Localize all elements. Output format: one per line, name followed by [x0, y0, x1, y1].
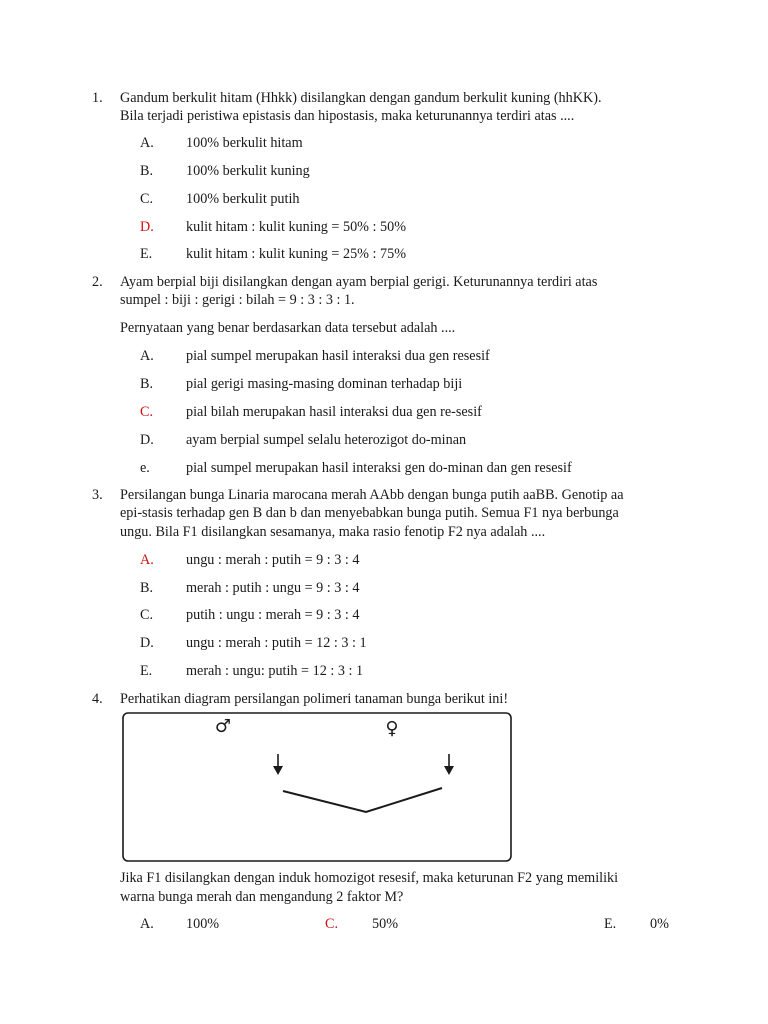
option-letter: A. — [140, 348, 154, 364]
cross-diagram — [122, 712, 512, 862]
option-text: 50% — [372, 916, 399, 932]
question-text-line: Bila terjadi peristiwa epistasis dan hipostasis, maka keturunannya terdiri atas .... — [120, 108, 575, 124]
option-letter-answer: D. — [140, 219, 154, 235]
option-letter-answer: C. — [325, 916, 339, 932]
option-letter-answer: C. — [140, 404, 154, 420]
option-letter: e. — [140, 460, 150, 476]
arrow-down-icon — [273, 754, 283, 775]
question-text-line: Ayam berpial biji disilangkan dengan ayam berpial gerigi. Keturunannya terdiri atas — [120, 274, 598, 290]
option-letter: D. — [140, 432, 154, 448]
option-text: pial sumpel merupakan hasil interaksi dua gen resesif — [186, 348, 490, 364]
option-text: 100% berkulit kuning — [186, 163, 310, 179]
option-text: 100% berkulit hitam — [186, 135, 303, 151]
option-text: ungu : merah : putih = 9 : 3 : 4 — [186, 552, 360, 568]
option-letter: E. — [604, 916, 617, 932]
question-text-line: epi-stasis terhadap gen B dan b dan menyebabkan bunga putih. Semua F1 nya berbunga — [120, 505, 619, 521]
cross-lines — [283, 788, 442, 812]
option-text: pial gerigi masing-masing dominan terhadap biji — [186, 376, 463, 392]
option-text: pial sumpel merupakan hasil interaksi gen do-minan dan gen resesif — [186, 460, 572, 476]
question-text-line: Jika F1 disilangkan dengan induk homozigot resesif, maka keturunan F2 yang memiliki — [120, 870, 619, 886]
question-statement: Pernyataan yang benar berdasarkan data tersebut adalah .... — [120, 320, 456, 336]
option-letter: A. — [140, 135, 154, 151]
option-text: kulit hitam : kulit kuning = 25% : 75% — [186, 246, 407, 262]
option-letter: E. — [140, 663, 153, 679]
arrow-down-icon — [444, 754, 454, 775]
option-text: merah : ungu: putih = 12 : 3 : 1 — [186, 663, 364, 679]
option-letter-answer: A. — [140, 552, 154, 568]
question-text-line: Persilangan bunga Linaria marocana merah AAbb dengan bunga putih aaBB. Genotip aa — [120, 487, 624, 503]
question-number: 1. — [92, 90, 103, 106]
option-text: 100% — [186, 916, 220, 932]
diagram-frame — [123, 713, 511, 861]
option-letter: C. — [140, 607, 154, 623]
option-text: merah : putih : ungu = 9 : 3 : 4 — [186, 580, 360, 596]
question-number: 2. — [92, 274, 103, 290]
option-letter: B. — [140, 376, 154, 392]
option-letter: E. — [140, 246, 153, 262]
option-text: putih : ungu : merah = 9 : 3 : 4 — [186, 607, 360, 623]
question-text-line: sumpel : biji : gerigi : bilah = 9 : 3 : 3 : 1. — [120, 292, 355, 308]
option-letter: B. — [140, 163, 154, 179]
option-text: 100% berkulit putih — [186, 191, 300, 207]
option-text: 0% — [650, 916, 669, 932]
question-text-line: ungu. Bila F1 disilangkan sesamanya, maka rasio fenotip F2 nya adalah .... — [120, 524, 546, 540]
option-text: kulit hitam : kulit kuning = 50% : 50% — [186, 219, 407, 235]
option-text: ungu : merah : putih = 12 : 3 : 1 — [186, 635, 367, 651]
option-letter: B. — [140, 580, 154, 596]
question-text-line: Perhatikan diagram persilangan polimeri tanaman bunga berikut ini! — [120, 691, 509, 707]
option-text: ayam berpial sumpel selalu heterozigot do-minan — [186, 432, 467, 448]
question-number: 3. — [92, 487, 103, 503]
question-number: 4. — [92, 691, 103, 707]
option-letter: A. — [140, 916, 154, 932]
option-letter: D. — [140, 635, 154, 651]
option-text: pial bilah merupakan hasil interaksi dua gen re-sesif — [186, 404, 482, 420]
question-text-line: warna bunga merah dan mengandung 2 faktor M? — [120, 889, 404, 905]
option-letter: C. — [140, 191, 154, 207]
male-symbol: ♂ — [214, 716, 232, 737]
female-symbol: ♀ — [385, 718, 399, 739]
question-text-line: Gandum berkulit hitam (Hhkk) disilangkan dengan gandum berkulit kuning (hhKK). — [120, 90, 602, 106]
